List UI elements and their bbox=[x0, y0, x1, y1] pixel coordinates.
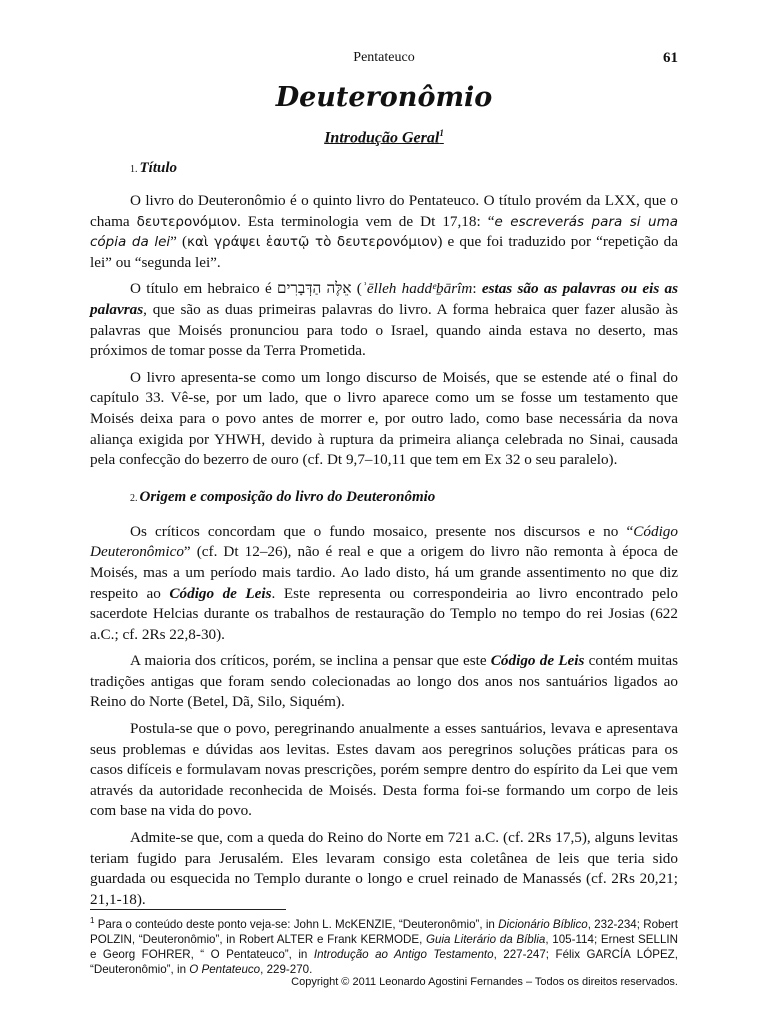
quoted-verse: e escreverás para si uma cópia da lei bbox=[90, 213, 678, 251]
paragraph-6: Postula-se que o povo, peregrinando anualmente a esses santuários, levava e apresentava seus problemas e dúvidas aos levitas. Estes davam aos peregrinos soluções práticas para os casos difíceis e formulavam novas prescrições, porém sempre dentro do espírito da Lei que vem através da autoridade reconhecida de Moisés. Desta forma foi-se formando um corpo de leis com base na vida do povo. bbox=[90, 720, 678, 820]
paragraph-2 bbox=[90, 279, 678, 361]
footnote-ref[interactable]: 1 bbox=[439, 128, 444, 138]
text-run: contém muitas tradições antigas que foram sendo colecionadas ao longo dos anos nos santuários ligados ao Reino do Norte (Betel, Dã, Silo, Siquém). bbox=[90, 652, 679, 711]
copyright-notice: Copyright © 2011 Leonardo Agostini Fernandes – Todos os direitos reservados. bbox=[291, 976, 678, 988]
paragraph-3: O livro apresenta-se como um longo discurso de Moisés, que se estende até o final do capítulo 33. Vê-se, por um lado, que o livro aparece como um se fosse um testamento que Moisés deixa para o povo antes de morrer e, por outro lado, como base necessária da nova aliança exigida por YHWH, devido à ruptura da primeira aliança celebrada no Sinai, causada pela confecção do bezerro de ouro (cf. Dt 9,7–10,11 que tem em Ex 32 o seu paralelo). bbox=[90, 368, 678, 469]
section-heading-1 bbox=[130, 160, 678, 177]
italic-term: Código Deuteronômico bbox=[90, 522, 678, 561]
text-run: Os críticos concordam que o fundo mosaico, presente nos discursos e no “ bbox=[130, 522, 634, 540]
book-title: O Pentateuco bbox=[189, 962, 261, 976]
subtitle-text: Introdução Geral bbox=[324, 129, 440, 147]
section-number: 1. bbox=[130, 164, 138, 175]
hebrew-title: אֵלֶּה הַדְּבָרִים bbox=[276, 280, 352, 298]
emphasis: estas são as palavras ou eis as palavras bbox=[90, 280, 679, 318]
footnote bbox=[90, 913, 678, 977]
section-number: 2. bbox=[130, 492, 138, 504]
section-heading-text: Título bbox=[139, 160, 178, 176]
paragraph-1 bbox=[90, 191, 678, 273]
text-run: O livro do Deuteronômio é o quinto livro do Pentateuco. O título provém da LXX, que o chama bbox=[90, 192, 678, 230]
page-number: 61 bbox=[663, 50, 678, 66]
text-run: , 232-234; Robert POLZIN, “Deuteronômio”, in Robert ALTER e Frank KERMODE, bbox=[90, 917, 678, 946]
text-run: O título em hebraico é bbox=[130, 280, 277, 298]
text-run: ” ( bbox=[170, 233, 188, 251]
greek-term: δευτερονόμιον bbox=[136, 213, 238, 230]
running-header bbox=[90, 50, 678, 70]
text-run: , 227-247; Félix GARCÍA LÓPEZ, “Deuteronômio”, in bbox=[90, 947, 678, 976]
text-run: Para o conteúdo deste ponto veja-se: John L. McKENZIE, “Deuteronômio”, in bbox=[94, 917, 499, 931]
section-heading-text: Origem e composição do livro do Deuteronômio bbox=[139, 488, 436, 505]
text-run: ” (cf. Dt 12–26), não é real e que a origem do livro não remonta à época de Moisés, mas a um período mais tardio. Ao lado disto, há um grande assentimento no que diz respeito ao bbox=[90, 543, 678, 602]
text-run: . Este representa ou correspondeiria ao livro encontrado pelo sacerdote Helcias durante os trabalhos de restauração do Templo no tempo do rei Josias (622 a.C.; cf. 2Rs 22,8-30). bbox=[90, 584, 678, 643]
footnote-mark: 1 bbox=[90, 916, 95, 925]
paragraph-7: Admite-se que, com a queda do Reino do Norte em 721 a.C. (cf. 2Rs 17,5), alguns levitas teriam fugido para Jerusalém. Eles levaram consigo esta coletânea de leis que teria sido guardada ou esquecida no Templo durante o longo e cruel reinado de Manassés (cf. 2Rs 20,21; 21,1-18). bbox=[90, 829, 678, 908]
chapter-title: Deuteronômio bbox=[275, 82, 493, 113]
text-run: ( bbox=[351, 280, 362, 298]
text-run: ) e que foi traduzido por “repetição da lei” ou “segunda lei”. bbox=[90, 233, 678, 271]
emphasis: Código de Leis bbox=[490, 652, 585, 670]
body-text bbox=[90, 160, 678, 916]
section-subtitle bbox=[0, 128, 768, 147]
greek-verse: καὶ γράψει ἑαυτῷ τὸ δευτερονόμιον bbox=[187, 234, 438, 251]
book-title: Guia Literário da Bíblia bbox=[426, 932, 546, 946]
running-title: Pentateuco bbox=[353, 50, 415, 65]
text-run: , 105-114; Ernest SELLIN e Georg FOHRER, “ O Pentateuco”, in bbox=[90, 932, 679, 961]
paragraph-5 bbox=[90, 651, 678, 713]
book-title: Dicionário Bíblico bbox=[498, 917, 588, 931]
text-run: . Esta terminologia vem de Dt 17,18: “ bbox=[237, 212, 495, 230]
footnote-divider bbox=[90, 909, 286, 910]
text-run: A maioria dos críticos, porém, se inclina a pensar que este bbox=[130, 652, 491, 670]
transliteration: ʾēlleh haddᵉḇārîm bbox=[361, 280, 473, 298]
book-title: Introdução ao Antigo Testamento bbox=[313, 947, 494, 961]
text-run: , que são as duas primeiras palavras do livro. A forma hebraica quer fazer alusão às palavras que Moisés pronunciou para todo o Israel, quando ainda estava no deserto, mas próximos de tomar posse da Terra Prometida. bbox=[90, 300, 678, 360]
paragraph-4 bbox=[90, 522, 678, 646]
text-run: : bbox=[472, 280, 482, 298]
text-run: , 229-270. bbox=[260, 962, 313, 976]
section-heading-2 bbox=[130, 489, 678, 506]
emphasis: Código de Leis bbox=[169, 584, 272, 602]
